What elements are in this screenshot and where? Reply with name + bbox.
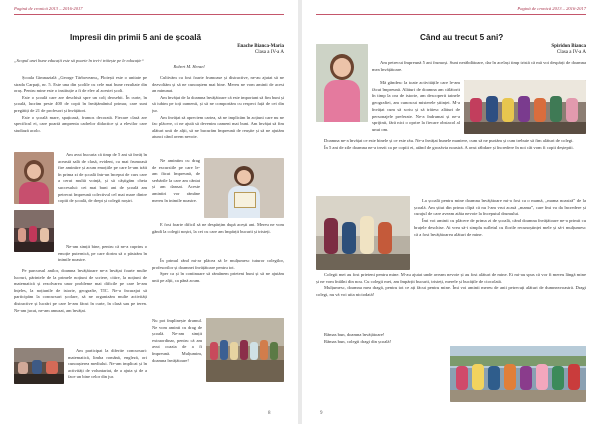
right-page — [302, 0, 600, 424]
paragraph-block — [414, 198, 586, 272]
paragraph: Am învățat să apreciem cartea, să ne implicăm în acțiuni care nu ne fac plăcere, ci ne ajută să devenim oameni mai buni. Am învățat să fim alături unii de alții, să ne bucurăm împreună de reușite și să ne ajutăm atunci când avem nevoie. — [152, 114, 284, 140]
paragraph: Ne-am simțit bine, pentru că ne-a cuprins o emoție puternică, pe care dorim să o păstrăm în inimile noastre. — [58, 244, 147, 263]
class-activity-photo — [14, 210, 54, 252]
page-number: 8 — [268, 411, 271, 416]
paragraph: La școală pentru mine doamna învățătoare mi-a fost ca o mamă, „mama noastră” de la școală. Am știut din prima clipă că nu l-am vrut acasă „mama”, care îmi va da încredere și curajul de care aveam atâta nevoie la începutul drumului. — [414, 198, 586, 217]
paragraph: Mulțumesc, doamna mea dragă, pentru tot ce ați făcut pentru mine. Îmi voi aminti mereu de anii petrecuți alături de dumneavoastră. Dragi colegi, nu vă voi uita niciodată! — [316, 285, 586, 298]
paragraph: Nu pot împlinește drumul. Ne vom aminti cu drag de școală. Ne-am simțit extraordinar, pentru că am avut ocazia de a fi împreună. Mulțumim, doamna învățătoare! — [152, 318, 202, 363]
motto — [14, 58, 284, 70]
article-author — [482, 44, 586, 57]
author-class: Clasa a IV-a A — [556, 50, 586, 56]
header-rule — [316, 14, 586, 15]
class-group-photo — [206, 318, 284, 382]
paragraph: Cultivăm cu fost foarte frumoase și distractive, ne-au ajutat să ne dezvoltăm și să ne cunoaștem mai bine. Mereu ne vom aminti de acest an minunat. — [152, 75, 284, 94]
article-column-1-bottom — [68, 348, 147, 390]
article-author — [180, 44, 284, 57]
teacher-and-students-photo — [316, 196, 410, 270]
author-class: Clasa a IV-a A — [254, 50, 284, 56]
paragraph: În 5 ani de zile doamna ne-a trezit ca pe copiii ei, atând de grozăvia noastră. A avut răbdare și încredere în noi cât vom fi copii deșteptii. — [324, 144, 574, 150]
paragraph-block — [372, 80, 460, 136]
article-column-1-lower — [14, 268, 147, 344]
paragraph-block — [372, 60, 586, 80]
paragraph: Sper ca și în continuare să rămânem prieteni buni și să ne ajutăm unii pe alții, ca până acum. — [152, 271, 284, 283]
paragraph: Am participat la diferite concursuri: matematică, limba română, engleză, ori cunoașterea mediului. Ne-am implicat și în activități de voluntariat, de a ajuta și de a face un bine celor din jur. — [68, 348, 147, 380]
article-title: Când au trecut 5 ani? — [420, 33, 504, 42]
paragraph: Am petrecut împreună 5 ani frumoși. Sunt nerăbdătoare, dar în același timp tristă că mă voi despărți de doamna mea învățătoare. — [372, 60, 586, 72]
left-page — [0, 0, 298, 424]
motto-author: Robert M. Hensel — [173, 64, 205, 69]
farewell-line: Râmas bun, doamna învățătoare! — [324, 332, 385, 337]
article-column-2-bottom — [152, 318, 202, 392]
article-column-2-lower — [152, 258, 284, 314]
article-column-1-wrap — [58, 152, 147, 240]
page-header: Pagină de cronică 2013 – 2016-2017 — [517, 6, 586, 11]
student-portrait-photo — [316, 44, 368, 122]
class-group-photo — [464, 80, 586, 134]
paragraph-block — [316, 272, 586, 332]
paragraph-block — [316, 138, 586, 198]
author-name: Spiridon Bianca — [551, 44, 586, 49]
article-title: Impresii din primii 5 ani de școală — [70, 33, 202, 42]
paragraph: Îmi voi aminti cu plăcere de prima zi de școală, când doamna învățătoare ne-a primit cu brațele deschise. Ai vrea să-i simplu sufletul cu florile recunoștinței mele și să-i mulțumesc că a fost învățătoarea alături de mine. — [414, 218, 586, 237]
farewell-line: Râmas bun, colegii dragi din școală! — [324, 338, 392, 344]
student-diploma-photo — [204, 158, 284, 218]
article-column-2-top — [152, 75, 284, 155]
paragraph: Pe parcursul anilor, doamna învățătoare ne-a învățat foarte multe lucruri, părintele de la primele noțiuni de scriere, citire, la noțiuni de matematică și rezolvarea unor probleme mai dificile pe care le-am înțeles, la noțiunile de istorie, geografie, TIC. Ne-a încurajat să participăm la concursuri școlare, să ne organizăm multe activități distractive și lucrări pe care le-am făcut în curte, în clasă sau pe teren. Ne-am jucat, ne-am amuzat, am învățat. — [14, 268, 147, 313]
motto-text: „Scopul unei bune educații este să poarte în trei-i trăiește pe le educație“ — [14, 58, 144, 63]
paragraph: Este o școală mare, spațioasă, frumos decorată. Fiecare clasă are specificul ei, care poartă amprenta cadrelor didactice și a elevilor care studiază acolo. — [14, 114, 147, 133]
paragraph: În primul rând mi-ar plăcea să le mulțumesc tuturor colegilor, profesorilor și doamnei învățătoare pentru tot. — [152, 258, 284, 270]
paragraph: E fost foarte dificil să ne despărțim după acești ani. Mereu ne vom gândi la colegii noștri, la cei cu care am împărțit bucurii și tristeți. — [152, 222, 284, 234]
paragraph: Mă gândesc la toate activitățile care le-am făcut împreună. Alături de doamna am călătorit în timp la ora de istorie, am descoperit tainele geografiei, am cunoscut misterele științei. M-a învățat cum să scriu și să trăiesc alături de personajele preferate. Ne-a îndrumat și ne-a sprijinit, fără nici o oprire la fiecare obstacol al unui om. — [372, 80, 460, 132]
classroom-group-photo — [14, 348, 64, 384]
outdoor-group-photo — [450, 346, 586, 402]
header-rule — [14, 14, 284, 15]
page-header: Pagină de cronică 2013 – 2016-2017 — [14, 6, 83, 11]
paragraph: Ne amintim cu drag de excursiile pe care le-am făcut împreună, de serbările la care am cântat și am dansat. Aceste amintiri vor rămâne mereu în inimile noastre. — [152, 158, 200, 203]
article-column-2-mid — [152, 222, 284, 258]
student-portrait-photo — [14, 152, 54, 204]
paragraph: Am avut bucuria că timp de 5 ani să învăț în această sală de clasă, evident, cu mai frumoasă fire amintire și acum emoțiile pe care le-am trăit în prima zi de școală într-un început de curs care a cerut multă voință, și să câștigăm cheia succesului: cei mai buni ani de școală am petrecut împreună colectivul cel mai mare dintre copiii de școală, de drept și colegii noștri. — [58, 152, 147, 204]
paragraph: Colegii mei au fost prieteni pentru mine. M-au ajutat unde aveam nevoie și au fost alături de mine. Ei mi-au spus că vor fi mereu lângă mine și ne vom întâlni din nou. Cu colegii mei, am împărțit bucurii, tristeți, merele și bucățile de ciocolată. — [316, 272, 586, 284]
paragraph: Este o școală care are deschisă spre un colț deosebit. În curte, în școală, lucrăm peste 400 de copii în învățământul primar, care sunt pregătiți de 21 de profesori și învățători. — [14, 94, 147, 113]
farewell-block — [316, 332, 426, 350]
paragraph: Doamna ne-a învățat ce este binele și ce este rău. Ne-a învățat bunele maniere, cum să ne purtăm și cum trebuie să fim alături de colegi. — [324, 138, 574, 143]
author-name: Enache Bianca-Maria — [237, 44, 284, 49]
paragraph: Școala Gimnazială „George Tărboveanu„ Ploiești este o unitate pe strada Carpați, nr. 5. Este una din școlile cu cele mai bune rezultate din oraș. Pentru mine este o instituție a fi de elev al acestei școli. — [14, 75, 147, 94]
paragraph: Am învățat de la doamna învățătoare că este important să fim buni și să iubim pe toți oamenii, și să ne comportăm cu respect față de cei din jur. — [152, 94, 284, 113]
page-number: 9 — [320, 411, 323, 416]
